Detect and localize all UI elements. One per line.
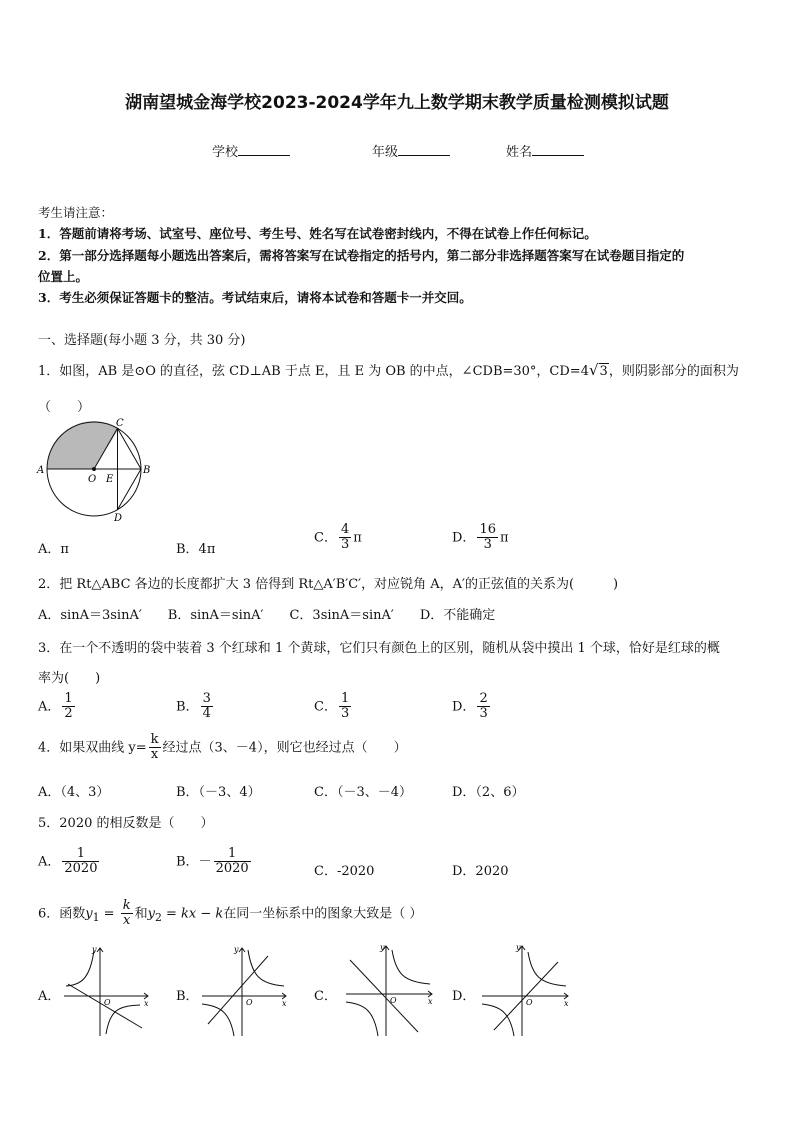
y2-subscript: 2: [154, 910, 162, 924]
page-title: 湖南望城金海学校2023-2024学年九上数学期末教学质量检测模拟试题: [125, 93, 669, 113]
numerator: 1: [64, 691, 73, 706]
sqrt-symbol: √: [588, 361, 599, 379]
question-3-text-cont: 率为( ): [38, 671, 101, 686]
linear-line: [350, 960, 418, 1032]
denominator: 2020: [64, 861, 98, 877]
origin-label: O: [104, 998, 111, 1007]
axis-label-x: x: [144, 999, 149, 1008]
denominator: 2: [64, 706, 73, 722]
q1-paren: （ ）: [38, 400, 91, 415]
center-dot: [92, 467, 96, 471]
q6-option-a-label[interactable]: A．: [38, 989, 61, 1004]
denominator: 3: [340, 706, 350, 722]
q1-option-b[interactable]: B．4π: [176, 542, 216, 557]
q6-option-c-label[interactable]: C．: [314, 989, 337, 1004]
option-prefix: C．: [314, 699, 337, 715]
axis-label-x: x: [564, 999, 569, 1008]
q3-option-a[interactable]: [38, 692, 77, 722]
denominator: 3: [483, 537, 492, 553]
hyperbola-branch: [528, 952, 566, 986]
denominator: 3: [479, 706, 488, 722]
q5-option-c[interactable]: C．-2020: [314, 864, 375, 879]
hyperbola-branch: [202, 1004, 234, 1036]
q6-graph-c[interactable]: [342, 942, 438, 1040]
question-2-text: 2．把 Rt△ABC 各边的长度都扩大 3 倍得到 Rt△A′B′C′，对应锐角 A，A′的正弦值的关系为( ): [38, 577, 619, 592]
numerator: 3: [202, 691, 211, 706]
question-6-text: [38, 899, 422, 929]
grade-field: [372, 141, 450, 160]
numerator: 16: [479, 522, 496, 537]
axis-label-y: y: [234, 945, 239, 954]
numerator: 4: [340, 522, 350, 537]
q5-option-b[interactable]: [176, 847, 253, 877]
numerator: 1: [340, 691, 350, 706]
fraction: [214, 847, 251, 877]
denominator: 2020: [215, 861, 249, 877]
denominator: 4: [202, 706, 211, 722]
linear-line: [208, 956, 268, 1024]
axis-label-y: y: [516, 943, 521, 952]
school-field: [212, 141, 290, 160]
fraction: [62, 692, 74, 722]
q6-text-pre: 6．函数: [38, 906, 86, 922]
q4-option-d[interactable]: D．（2、6）: [452, 785, 525, 800]
notice-item: 2．第一部分选择题每小题选出答案后，需将答案写在试卷指定的括号内，第二部分非选择题答案写在试卷题目指定的: [38, 248, 685, 263]
option-prefix: C．: [314, 530, 337, 546]
q4-text-suf: 经过点（3、－4），则它也经过点（ ）: [162, 740, 407, 756]
q6-and: 和: [134, 906, 148, 922]
segment-cb: [118, 428, 142, 469]
fraction: [339, 523, 351, 553]
segment-db: [118, 469, 142, 510]
label-d: D: [114, 513, 123, 524]
numerator: k: [122, 898, 131, 913]
grade-label: 年级: [372, 145, 399, 160]
name-label: 姓名: [506, 145, 533, 160]
fraction: [121, 899, 133, 929]
numerator: k: [150, 732, 159, 747]
q1-circle-figure: [34, 412, 158, 524]
school-blank: [238, 143, 290, 156]
section-heading: 一、选择题(每小题 3 分，共 30 分): [38, 333, 246, 348]
q5-option-d[interactable]: D．2020: [452, 864, 509, 879]
q6-option-b-label[interactable]: B．: [176, 989, 199, 1004]
label-e: E: [106, 474, 114, 485]
origin-label: O: [526, 998, 533, 1007]
notice-heading: 考生请注意：: [38, 205, 114, 220]
option-prefix: D．: [452, 699, 476, 715]
q4-text-pre: 4．如果双曲线 y=: [38, 740, 147, 756]
fraction: [201, 692, 213, 722]
label-c: C: [116, 418, 124, 429]
q6-graph-d[interactable]: [478, 942, 574, 1040]
origin-label: O: [390, 996, 397, 1005]
q4-option-a[interactable]: A．（4、3）: [38, 785, 110, 800]
q3-option-b[interactable]: [176, 692, 215, 722]
grade-blank: [398, 143, 450, 156]
notice-item: 位置上。: [38, 269, 89, 284]
axis-label-y: y: [92, 945, 97, 954]
label-a: A: [37, 465, 45, 476]
q6-graph-b[interactable]: [198, 942, 294, 1040]
fraction: [339, 692, 351, 722]
question-5-text: 5．2020 的相反数是（ ）: [38, 816, 214, 831]
q3-option-c[interactable]: [314, 692, 353, 722]
q1-option-d[interactable]: [452, 523, 509, 553]
y2-symbol: y: [147, 906, 155, 922]
name-field: [506, 141, 584, 160]
hyperbola-branch: [392, 950, 430, 984]
axis-label-y: y: [380, 943, 385, 952]
option-prefix: D．: [452, 530, 476, 546]
label-b: B: [143, 465, 151, 476]
hyperbola-branch: [482, 1004, 514, 1036]
notice-item: 1．答题前请将考场、试室号、座位号、考生号、姓名写在试卷密封线内，不得在试卷上作任何标记。: [38, 226, 597, 241]
numerator: 1: [62, 847, 99, 862]
numerator: 1: [214, 847, 251, 862]
option-suffix: π: [353, 530, 362, 546]
option-prefix: B．－: [176, 854, 212, 870]
q1-sqrt-value: 3: [599, 364, 608, 379]
y1-symbol: y: [85, 906, 93, 922]
q1-option-a[interactable]: A．π: [38, 542, 69, 557]
option-suffix: π: [499, 530, 509, 546]
q4-option-b[interactable]: B．（－3、4）: [176, 785, 261, 800]
denominator: x: [122, 913, 131, 929]
name-blank: [532, 143, 584, 156]
hyperbola-branch: [346, 1002, 378, 1036]
origin-label: O: [246, 998, 253, 1007]
q1-text-a: 1．如图，AB 是⊙O 的直径，弦 CD⊥AB 于点 E，且 E 为 OB 的中点，∠CDB=30°，CD=4: [38, 364, 589, 379]
q1-option-c[interactable]: [314, 523, 362, 553]
option-prefix: B．: [176, 699, 199, 715]
equals-sign: =: [99, 906, 119, 922]
option-prefix: A．: [38, 854, 61, 870]
question-4-text: [38, 733, 407, 763]
hyperbola-branch: [248, 950, 284, 986]
axis-label-x: x: [428, 997, 433, 1006]
q5-option-a[interactable]: [38, 847, 101, 877]
denominator: 3: [340, 537, 350, 553]
fraction: [477, 523, 498, 553]
fraction: [477, 692, 489, 722]
q6-linear-expr: = kx − k: [161, 906, 224, 922]
q4-option-c[interactable]: C．（－3、－4）: [314, 785, 412, 800]
q3-option-d[interactable]: [452, 692, 492, 722]
q6-text-suf: 在同一坐标系中的图象大致是（ ）: [223, 906, 423, 922]
fraction: [149, 733, 161, 763]
q6-option-d-label[interactable]: D．: [452, 989, 476, 1004]
numerator: 2: [479, 691, 488, 706]
label-o: O: [88, 474, 97, 485]
option-prefix: A．: [38, 699, 61, 715]
q1-text-b: ，则阴影部分的面积为: [608, 364, 739, 379]
axis-label-x: x: [282, 999, 287, 1008]
question-3-text: 3．在一个不透明的袋中装着 3 个红球和 1 个黄球，它们只有颜色上的区别，随机从袋中摸出 1 个球，恰好是红球的概: [38, 641, 720, 656]
fraction: [62, 847, 99, 877]
q2-options[interactable]: A．sinA＝3sinA′ B．sinA＝sinA′ C．3sinA＝sinA′ D．不能确定: [38, 608, 496, 623]
denominator: x: [150, 747, 159, 763]
school-label: 学校: [212, 145, 239, 160]
question-1-text: [38, 360, 739, 379]
hyperbola-branch: [66, 950, 94, 986]
y1-subscript: 1: [92, 910, 100, 924]
notice-item: 3．考生必须保证答题卡的整洁。考试结束后，请将本试卷和答题卡一并交回。: [38, 290, 472, 305]
q6-graph-a[interactable]: [60, 942, 156, 1040]
